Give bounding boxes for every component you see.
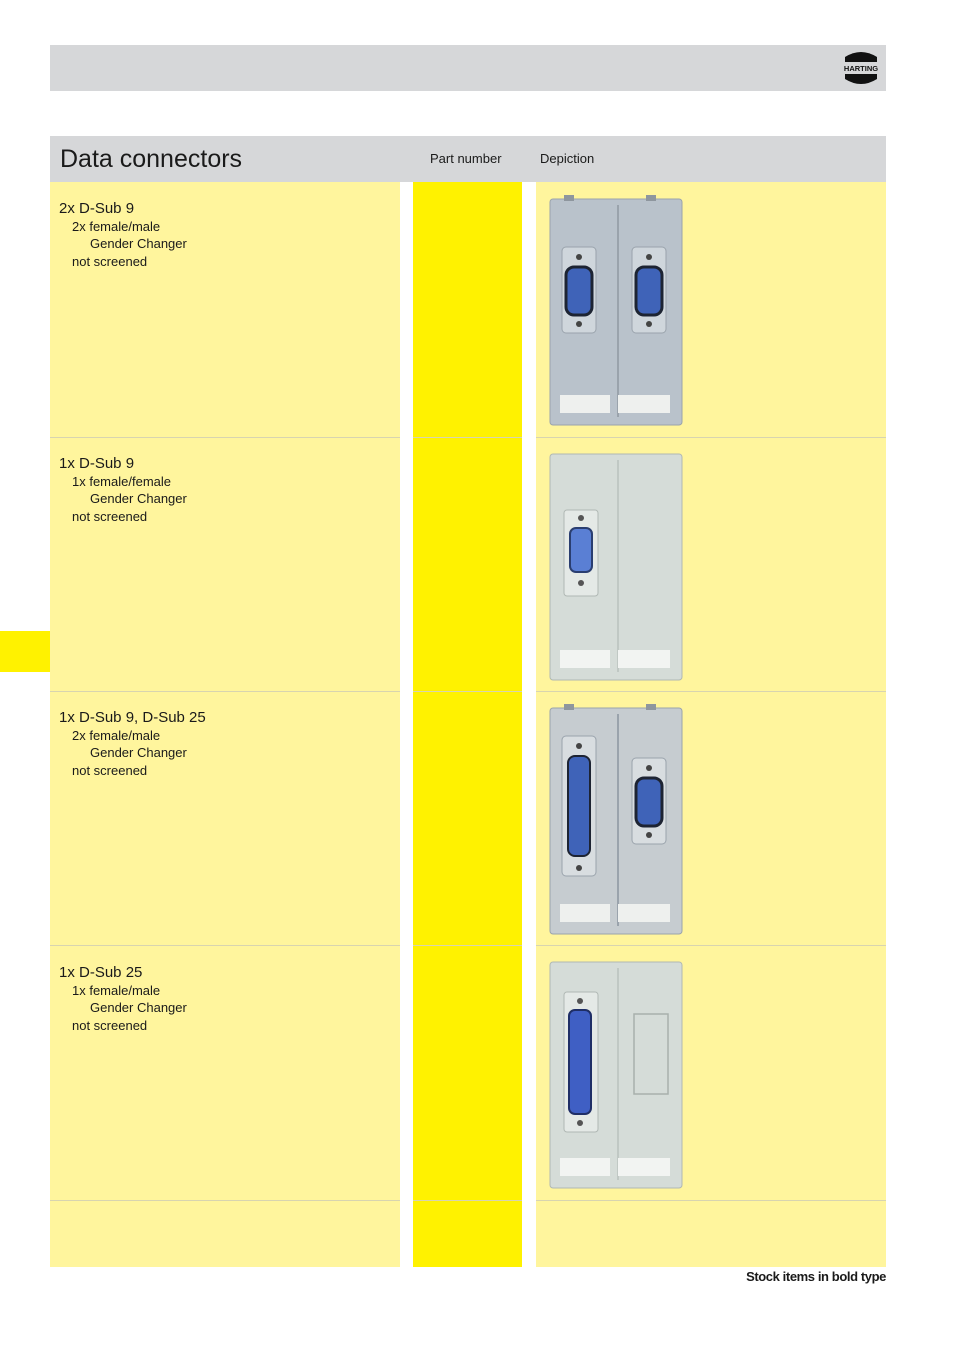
row-line1: 1x female/female (72, 474, 171, 489)
row-title: 1x D-Sub 9, D-Sub 25 (59, 709, 206, 726)
row-divider (50, 945, 886, 946)
connector-image-1x-dsub9 (548, 450, 684, 682)
row-line3: not screened (72, 1018, 148, 1033)
svg-text:HARTING: HARTING (843, 64, 879, 73)
part-number-column (413, 182, 522, 1267)
row-divider (50, 691, 886, 692)
row-line2: Gender Changer (90, 745, 187, 760)
row-title: 2x D-Sub 9 (59, 200, 135, 217)
row-line3: not screened (72, 509, 148, 524)
row-line1: 1x female/male (72, 983, 161, 998)
page-title: Data connectors (60, 145, 243, 173)
connector-image-2x-dsub9 (548, 195, 684, 427)
top-banner (50, 45, 886, 91)
row-title: 1x D-Sub 25 (59, 964, 143, 981)
row-line2: Gender Changer (90, 236, 187, 251)
table-row (59, 964, 187, 1035)
depiction-header: Depiction (540, 151, 595, 166)
row-line3: not screened (72, 763, 148, 778)
table-row (59, 455, 187, 526)
connector-image-1x-dsub25 (548, 958, 684, 1190)
row-line2: Gender Changer (90, 491, 187, 506)
footer-note: Stock items in bold type (746, 1269, 886, 1284)
part-number-header: Part number (430, 151, 502, 166)
row-divider (50, 1200, 886, 1201)
row-line3: not screened (72, 254, 148, 269)
table-header (50, 136, 886, 182)
connector-image-dsub9-dsub25 (548, 704, 684, 936)
section-tab-marker (0, 631, 50, 672)
row-title: 1x D-Sub 9 (59, 455, 135, 472)
row-line1: 2x female/male (72, 219, 161, 234)
harting-logo (842, 49, 880, 87)
table-row (59, 200, 187, 271)
row-line1: 2x female/male (72, 728, 161, 743)
table-row (59, 709, 206, 780)
row-divider (50, 437, 886, 438)
row-line2: Gender Changer (90, 1000, 187, 1015)
